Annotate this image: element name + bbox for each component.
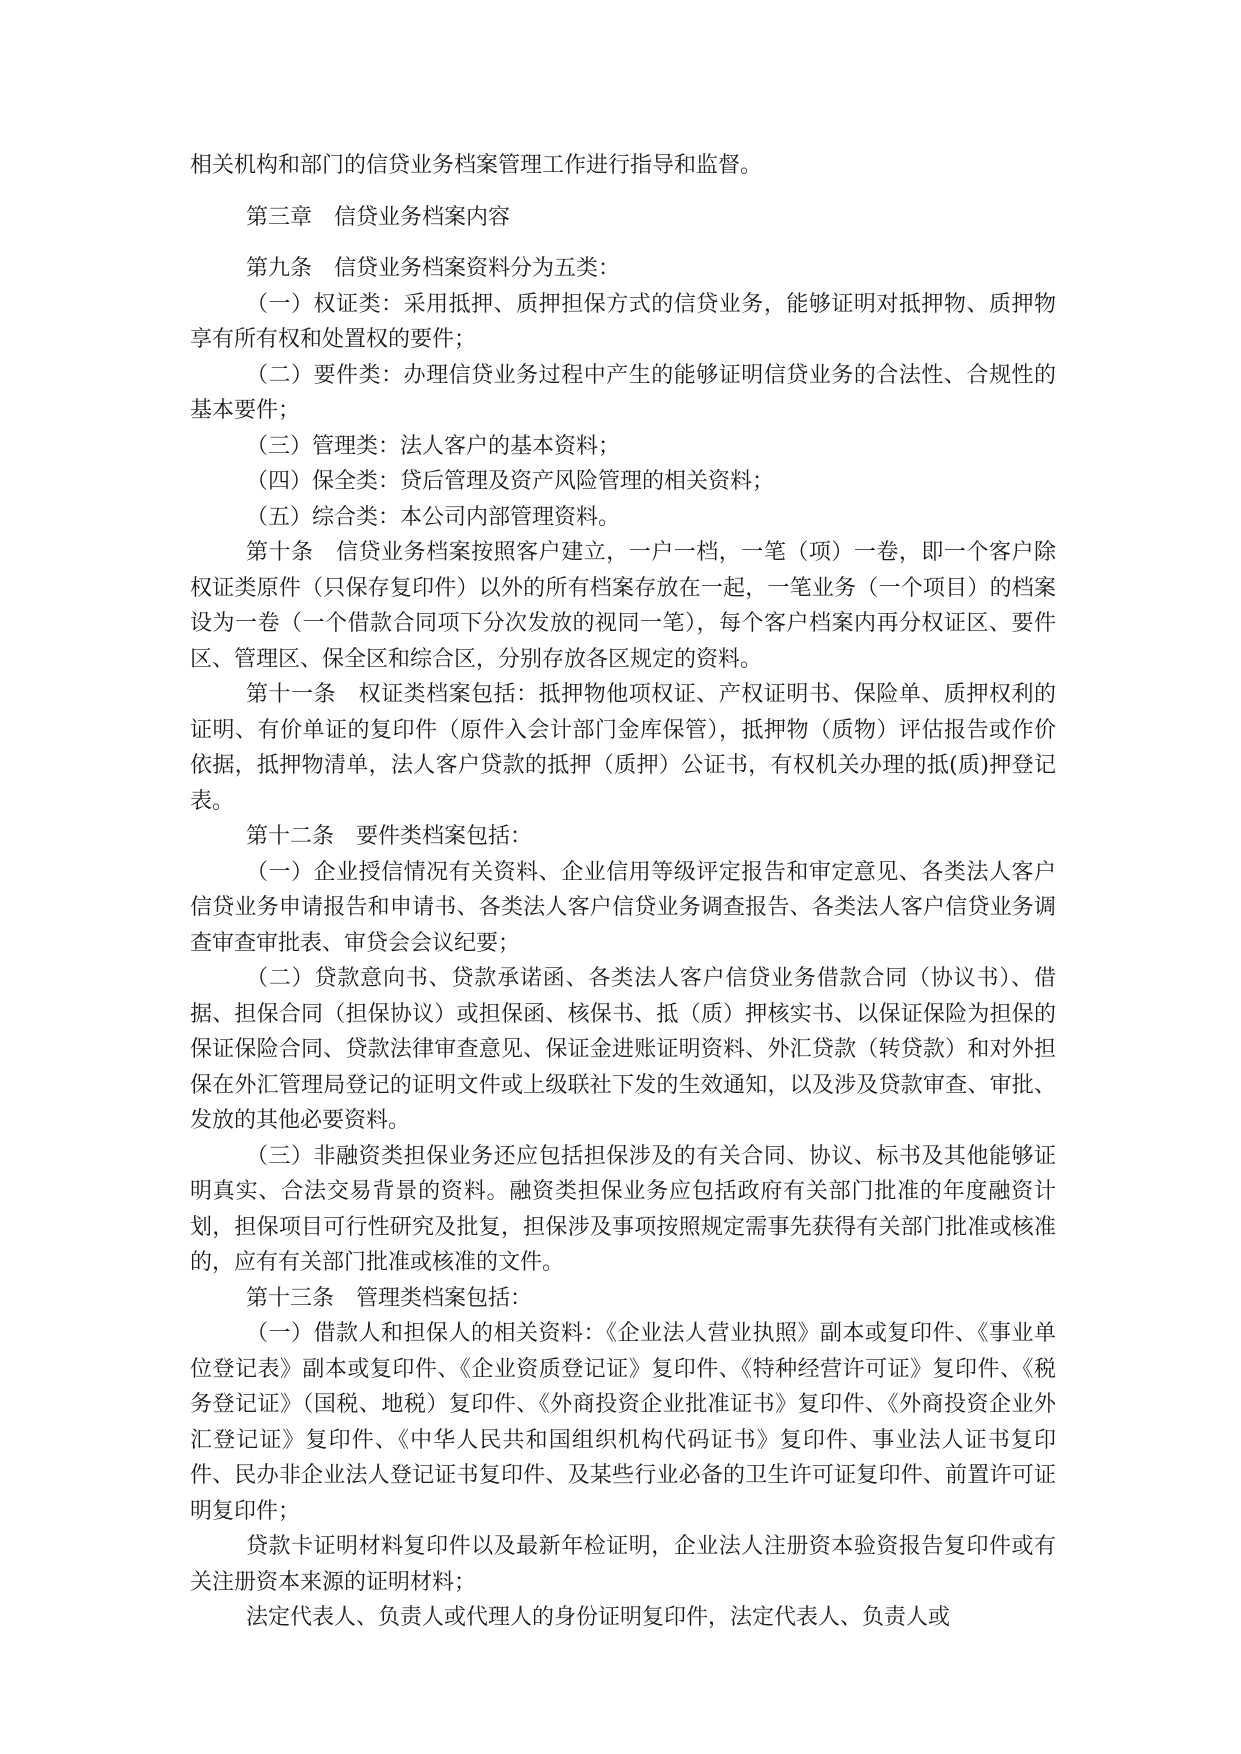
article-9: 第九条 信贷业务档案资料分为五类： bbox=[246, 256, 621, 281]
article-12-item-3: （三）非融资类担保业务还应包括担保涉及的有关合同、协议、标书及其他能够证明真实、合法交易背景的资料。融资类担保业务应包括政府有关部门批准的年度融资计划，担保项目可行性研究及批复，担保涉及事项按照规定需事先获得有关部门批准或核准的，应有有关部门批准或核准的文件。 bbox=[190, 1143, 1056, 1275]
article-11: 第十一条 权证类档案包括：抵押物他项权证、产权证明书、保险单、质押权利的证明、有价单证的复印件（原件入会计部门金库保管），抵押物（质物）评估报告或作价依据，抵押物清单，法人客户贷款的抵押（质押）公证书，有权机关办理的抵(质)押登记表。 bbox=[190, 682, 1056, 814]
article-9-item-5: （五）综合类：本公司内部管理资料。 bbox=[246, 504, 621, 530]
article-12-item-1: （一）企业授信情况有关资料、企业信用等级评定报告和审定意见、各类法人客户信贷业务申请报告和申请书、各类法人客户信贷业务调查报告、各类法人客户信贷业务调查审查审批表、审贷会会议纪要； bbox=[190, 859, 1056, 956]
article-13-loan-card: 贷款卡证明材料复印件以及最新年检证明，企业法人注册资本验资报告复印件或有关注册资本来源的证明材料； bbox=[190, 1534, 1056, 1595]
article-9-item-3: （三）管理类：法人客户的基本资料； bbox=[246, 433, 621, 459]
article-13-item-1: （一）借款人和担保人的相关资料：《企业法人营业执照》副本或复印件、《事业单位登记表》副本或复印件、《企业资质登记证》复印件、《特种经营许可证》复印件、《税务登记证》（国税、地税）复印件、《外商投资企业批准证书》复印件、《外商投资企业外汇登记证》复印件、《中华人民共和国组织机构代码证书》复印件、事业法人证书复印件、民办非企业法人登记证书复印件、及某些行业必备的卫生许可证复印件、前置许可证明复印件； bbox=[190, 1321, 1056, 1524]
document-body bbox=[190, 148, 1056, 1636]
article-9-item-1: （一）权证类：采用抵押、质押担保方式的信贷业务，能够证明对抵押物、质押物享有所有权和处置权的要件； bbox=[190, 291, 1056, 352]
chapter-heading: 第三章 信贷业务档案内容 bbox=[246, 204, 511, 230]
article-13-legal-rep: 法定代表人、负责人或代理人的身份证明复印件，法定代表人、负责人或 bbox=[246, 1605, 951, 1630]
article-12: 第十二条 要件类档案包括： bbox=[246, 824, 533, 849]
article-9-item-4: （四）保全类：贷后管理及资产风险管理的相关资料； bbox=[246, 469, 775, 494]
article-10: 第十条 信贷业务档案按照客户建立，一户一档，一笔（项）一卷，即一个客户除权证类原件（只保存复印件）以外的所有档案存放在一起，一笔业务（一个项目）的档案设为一卷（一个借款合同项下分次发放的视同一笔），每个客户档案内再分权证区、要件区、管理区、保全区和综合区，分别存放各区规定的资料。 bbox=[190, 540, 1056, 672]
article-9-item-2: （二）要件类：办理信贷业务过程中产生的能够证明信贷业务的合法性、合规性的基本要件； bbox=[190, 362, 1056, 423]
article-13: 第十三条 管理类档案包括： bbox=[246, 1285, 533, 1311]
article-12-item-2: （二）贷款意向书、贷款承诺函、各类法人客户信贷业务借款合同（协议书）、借据、担保合同（担保协议）或担保函、核保书、抵（质）押核实书、以保证保险为担保的保证保险合同、贷款法律审查意见、保证金进账证明资料、外汇贷款（转贷款）和对外担保在外汇管理局登记的证明文件或上级联社下发的生效通知，以及涉及贷款审查、审批、发放的其他必要资料。 bbox=[190, 966, 1056, 1133]
paragraph-continuation: 相关机构和部门的信贷业务档案管理工作进行指导和监督。 bbox=[190, 153, 763, 178]
